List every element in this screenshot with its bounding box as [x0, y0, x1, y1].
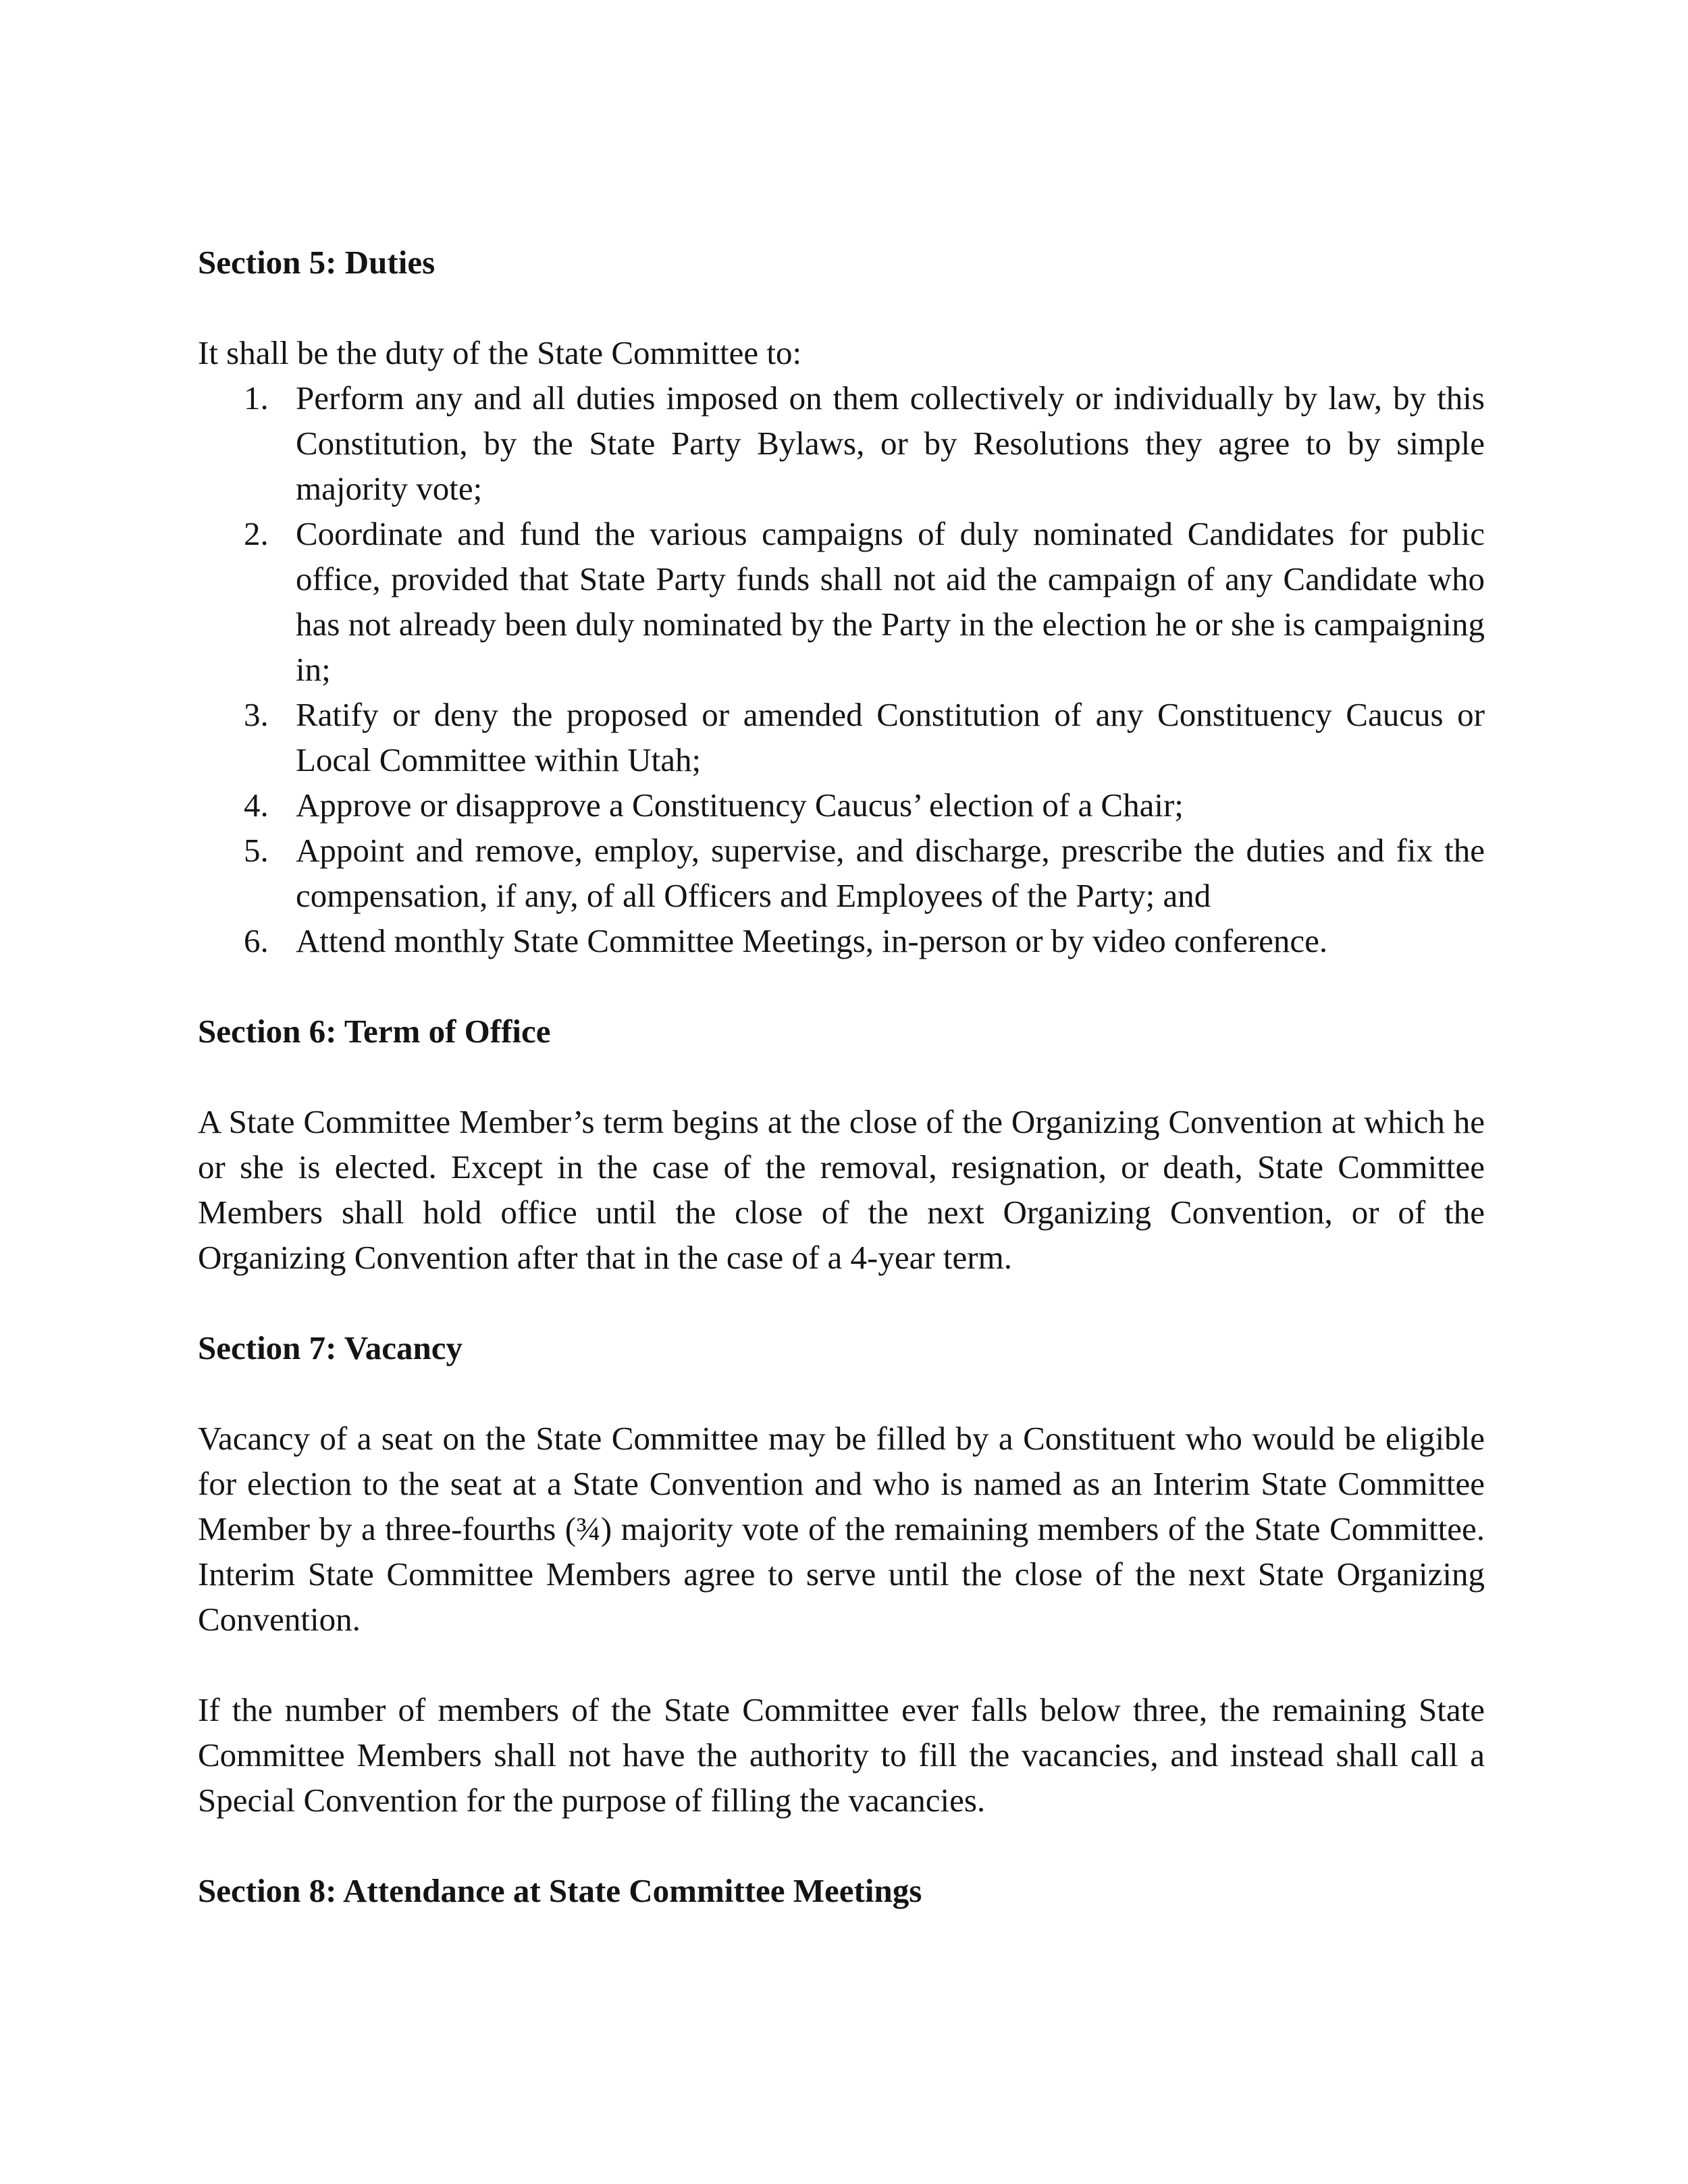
term-of-office-paragraph: A State Committee Member’s term begins at the close of the Organizing Convention at which he or she is elected. Except in the case of the removal, resignation, or death, State Committee Members shall hold office until the close of the next Organizing Convention, or of the Organizing Convention after that in the case of a 4-year term. [198, 1103, 1485, 1276]
duty-number: 6. [244, 922, 269, 959]
duty-text: Attend monthly State Committee Meetings, in-person or by video conference. [296, 922, 1328, 959]
section-6-heading: Section 6: Term of Office [198, 1013, 551, 1050]
duty-item [198, 375, 1485, 511]
duty-item [198, 692, 1485, 782]
vacancy-paragraph-2: If the number of members of the State Committee ever falls below three, the remaining State Committee Members shall not have the authority to fill the vacancies, and instead shall call a Special Convention for the purpose of filling the vacancies. [198, 1691, 1485, 1819]
duty-number: 4. [244, 787, 269, 824]
section-8-heading: Section 8: Attendance at State Committee Meetings [198, 1872, 922, 1909]
duty-number: 1. [244, 379, 269, 417]
duty-item [198, 782, 1485, 828]
section-5-heading: Section 5: Duties [198, 244, 436, 281]
duty-text: Appoint and remove, employ, supervise, and discharge, prescribe the duties and fix the compensation, if any, of all Officers and Employees of the Party; and [296, 832, 1485, 914]
document-body [198, 240, 1485, 1913]
duties-intro: It shall be the duty of the State Committee to: [198, 334, 802, 371]
duty-number: 5. [244, 832, 269, 869]
duty-item [198, 828, 1485, 918]
duty-item [198, 918, 1485, 963]
duty-text: Ratify or deny the proposed or amended Constitution of any Constituency Caucus or Local Committee within Utah; [296, 696, 1485, 778]
duty-text: Perform any and all duties imposed on them collectively or individually by law, by this Constitution, by the State Party Bylaws, or by Resolutions they agree to by simple majority vote; [296, 379, 1485, 507]
duty-item [198, 511, 1485, 692]
duty-number: 3. [244, 696, 269, 733]
duties-list [198, 375, 1485, 963]
duty-number: 2. [244, 515, 269, 552]
duty-text: Approve or disapprove a Constituency Caucus’ election of a Chair; [296, 787, 1184, 824]
vacancy-paragraph-1: Vacancy of a seat on the State Committee may be filled by a Constituent who would be eligible for election to the seat at a State Convention and who is named as an Interim State Committee Member by a three-fourths (¾) majority vote of the remaining members of the State Committee. Interim State Committee Members agree to serve until the close of the next State Organizing Convention. [198, 1420, 1485, 1638]
section-7-heading: Section 7: Vacancy [198, 1329, 463, 1366]
duty-text: Coordinate and fund the various campaigns of duly nominated Candidates for public office, provided that State Party funds shall not aid the campaign of any Candidate who has not already been duly nominated by the Party in the election he or she is campaigning in; [296, 515, 1485, 688]
